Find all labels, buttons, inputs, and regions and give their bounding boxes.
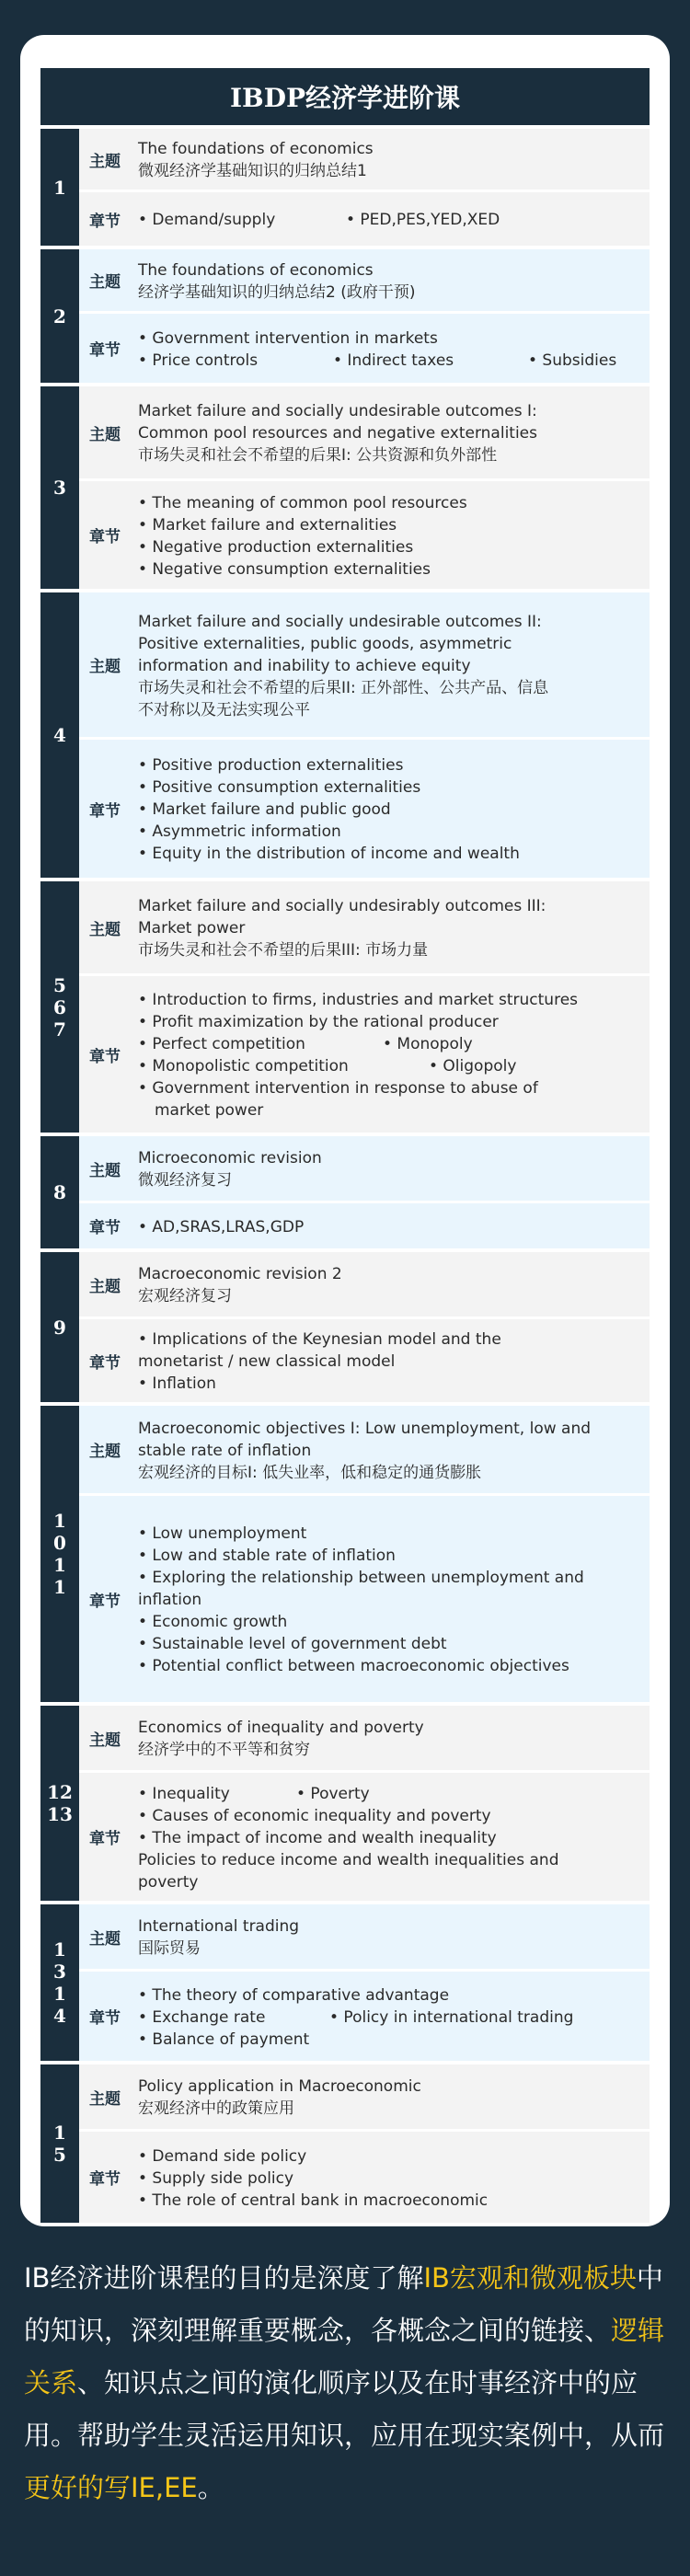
chapter-content bbox=[131, 192, 650, 246]
topic-line: 国际贸易 bbox=[138, 1939, 201, 1958]
chapter-item: • Oligopoly bbox=[429, 1057, 517, 1075]
chapter-label: 章节 bbox=[79, 1496, 131, 1702]
chapter-item: • Balance of payment bbox=[138, 2030, 310, 2049]
topic-line: 宏观经济复习 bbox=[138, 1287, 232, 1305]
topic-content bbox=[131, 386, 650, 478]
description-highlight: 更好的写IE,EE bbox=[24, 2472, 198, 2503]
session-8 bbox=[40, 1136, 650, 1248]
topic-line: stable rate of inflation bbox=[138, 1441, 312, 1460]
topic-line: Economics of inequality and poverty bbox=[138, 1719, 424, 1737]
topic-line: 微观经济学基础知识的归纳总结1 bbox=[138, 162, 367, 180]
session-number: 1 0 1 1 bbox=[40, 1406, 79, 1702]
topic-line: 市场失灵和社会不希望的后果III: 市场力量 bbox=[138, 941, 429, 960]
topic-line: The foundations of economics bbox=[138, 260, 374, 280]
chapter-item: • Exchange rate bbox=[138, 2007, 266, 2027]
topic-line: 微观经济复习 bbox=[138, 1171, 232, 1190]
topic-label: 主题 bbox=[79, 386, 131, 478]
topic-line: Market failure and socially undesirable outcomes II: bbox=[138, 612, 542, 631]
topic-row bbox=[79, 881, 650, 973]
chapter-item: • Indirect taxes bbox=[333, 351, 454, 370]
chapter-item: • Demand side policy bbox=[138, 2146, 307, 2166]
session-number: 8 bbox=[40, 1136, 79, 1248]
session-number: 1 5 bbox=[40, 2064, 79, 2223]
session-12-13 bbox=[40, 1706, 650, 1901]
session-10-11 bbox=[40, 1406, 650, 1702]
chapter-item: • Policy in international trading bbox=[329, 2007, 574, 2027]
topic-line: Macroeconomic objectives I: Low unemployment, low and bbox=[138, 1419, 592, 1438]
chapter-row bbox=[79, 192, 650, 246]
chapter-item: • The role of central bank in macroeconomic bbox=[138, 2191, 489, 2210]
chapter-item: Policies to reduce income and wealth inequalities and bbox=[138, 1850, 559, 1869]
chapter-label: 章节 bbox=[79, 1773, 131, 1901]
topic-label: 主题 bbox=[79, 2064, 131, 2129]
chapter-item: • Introduction to firms, industries and market structures bbox=[138, 991, 579, 1009]
topic-line: Market power bbox=[138, 919, 246, 937]
chapter-item: • Sustainable level of government debt bbox=[138, 1635, 447, 1653]
chapter-row bbox=[79, 1773, 650, 1901]
topic-content bbox=[131, 2064, 650, 2129]
topic-row bbox=[79, 1406, 650, 1493]
description-text: 中的知识，深刻理解重要概念，各概念之间的链接、 bbox=[24, 2262, 663, 2346]
course-description bbox=[24, 2252, 668, 2514]
topic-content bbox=[131, 881, 650, 973]
topic-line: International trading bbox=[138, 1917, 300, 1936]
topic-line: 宏观经济的目标I: 低失业率，低和稳定的通货膨胀 bbox=[138, 1463, 482, 1482]
chapter-item: • Implications of the Keynesian model and the bbox=[138, 1330, 501, 1349]
chapter-row bbox=[79, 481, 650, 589]
topic-row bbox=[79, 386, 650, 478]
topic-label: 主题 bbox=[79, 249, 131, 311]
chapter-row bbox=[79, 740, 650, 878]
topic-line: 不对称以及无法实现公平 bbox=[138, 700, 310, 719]
session-number: 3 bbox=[40, 386, 79, 589]
chapter-content bbox=[131, 314, 650, 383]
table-title: IBDP经济学进阶课 bbox=[40, 68, 650, 125]
chapter-content bbox=[131, 1972, 650, 2061]
chapter-row bbox=[79, 2132, 650, 2223]
topic-content bbox=[131, 592, 650, 737]
session-number: 1 bbox=[40, 129, 79, 246]
chapter-item: • Equity in the distribution of income and wealth bbox=[138, 845, 520, 863]
topic-label: 主题 bbox=[79, 1406, 131, 1493]
chapter-item: • PED,PES,YED,XED bbox=[346, 211, 500, 229]
chapter-row bbox=[79, 1972, 650, 2061]
topic-label: 主题 bbox=[79, 1706, 131, 1770]
topic-row bbox=[79, 1252, 650, 1317]
topic-label: 主题 bbox=[79, 129, 131, 190]
topic-line: 宏观经济中的政策应用 bbox=[138, 2099, 294, 2118]
chapter-item: • Exploring the relationship between unemployment and bbox=[138, 1569, 584, 1587]
description-text: IB经济进阶课程的目的是深度了解 bbox=[24, 2262, 424, 2294]
description-text: 、知识点之间的演化顺序以及在时事经济中的应用。帮助学生灵活运用知识，应用在现实案例中，从而 bbox=[24, 2367, 665, 2451]
topic-line: Market failure and socially undesirably outcomes III: bbox=[138, 897, 546, 915]
session-2 bbox=[40, 249, 650, 383]
chapter-item: • Perfect competition bbox=[138, 1035, 305, 1053]
chapter-row bbox=[79, 1203, 650, 1248]
chapter-content bbox=[131, 976, 650, 1133]
chapter-item: • Low unemployment bbox=[138, 1524, 307, 1543]
topic-label: 主题 bbox=[79, 1136, 131, 1201]
chapter-item: • Price controls bbox=[138, 351, 259, 370]
topic-line: 市场失灵和社会不希望的后果II: 正外部性、公共产品、信息 bbox=[138, 678, 549, 697]
chapter-row bbox=[79, 1496, 650, 1702]
description-highlight: 逻辑关系 bbox=[24, 2315, 665, 2398]
chapter-item: • Inequality bbox=[138, 1784, 230, 1803]
topic-row bbox=[79, 2064, 650, 2129]
chapter-item: • AD,SRAS,LRAS,GDP bbox=[138, 1217, 305, 1236]
chapter-label: 章节 bbox=[79, 314, 131, 383]
session-3 bbox=[40, 386, 650, 589]
chapter-item: • The theory of comparative advantage bbox=[138, 1985, 450, 2005]
session-4 bbox=[40, 592, 650, 878]
session-number: 5 6 7 bbox=[40, 881, 79, 1133]
topic-row bbox=[79, 129, 650, 190]
chapter-item: • Supply side policy bbox=[138, 2168, 294, 2188]
chapter-item: • Causes of economic inequality and poverty bbox=[138, 1806, 491, 1825]
chapter-content bbox=[131, 2132, 650, 2223]
session-1 bbox=[40, 129, 650, 246]
session-number: 9 bbox=[40, 1252, 79, 1402]
topic-content bbox=[131, 1706, 650, 1770]
description-highlight: IB宏观和微观板块 bbox=[423, 2262, 637, 2294]
topic-line: Market failure and socially undesirable outcomes I: bbox=[138, 402, 537, 420]
chapter-label: 章节 bbox=[79, 1972, 131, 2061]
session-number: 1 3 1 4 bbox=[40, 1904, 79, 2061]
chapter-label: 章节 bbox=[79, 740, 131, 878]
topic-line: Positive externalities, public goods, asymmetric bbox=[138, 634, 512, 653]
topic-row bbox=[79, 1904, 650, 1969]
chapter-label: 章节 bbox=[79, 192, 131, 246]
chapter-content bbox=[131, 740, 650, 878]
topic-line: information and inability to achieve equity bbox=[138, 656, 471, 675]
chapter-item: inflation bbox=[138, 1591, 202, 1609]
chapter-item: • Positive production externalities bbox=[138, 756, 404, 775]
topic-content bbox=[131, 1136, 650, 1201]
topic-content bbox=[131, 1252, 650, 1317]
chapter-item: • Negative production externalities bbox=[138, 537, 414, 557]
chapter-item: • Monopoly bbox=[383, 1035, 473, 1053]
topic-content bbox=[131, 1904, 650, 1969]
session-number: 12 13 bbox=[40, 1706, 79, 1901]
chapter-item: • Negative consumption externalities bbox=[138, 559, 431, 579]
topic-label: 主题 bbox=[79, 1252, 131, 1317]
session-number: 4 bbox=[40, 592, 79, 878]
chapter-content bbox=[131, 1496, 650, 1702]
session-number: 2 bbox=[40, 249, 79, 383]
topic-line: The foundations of economics bbox=[138, 140, 374, 158]
topic-line: 经济学中的不平等和贫穷 bbox=[138, 1741, 310, 1759]
topic-label: 主题 bbox=[79, 1904, 131, 1969]
chapter-item: • Government intervention in markets bbox=[138, 328, 438, 348]
description-text: 。 bbox=[197, 2472, 224, 2503]
topic-line: Policy application in Macroeconomic bbox=[138, 2077, 421, 2096]
chapter-item: • Inflation bbox=[138, 1374, 216, 1393]
chapter-content bbox=[131, 1773, 650, 1901]
session-15 bbox=[40, 2064, 650, 2223]
chapter-content bbox=[131, 1319, 650, 1402]
session-13-14 bbox=[40, 1904, 650, 2061]
topic-label: 主题 bbox=[79, 881, 131, 973]
chapter-item: • Demand/supply bbox=[138, 211, 276, 229]
course-table bbox=[40, 68, 650, 2223]
topic-row bbox=[79, 1706, 650, 1770]
course-card bbox=[20, 35, 670, 2226]
chapter-item: • Economic growth bbox=[138, 1613, 288, 1631]
topic-row bbox=[79, 249, 650, 311]
chapter-item: • Poverty bbox=[296, 1784, 370, 1803]
session-9 bbox=[40, 1252, 650, 1402]
chapter-row bbox=[79, 1319, 650, 1402]
chapter-item: • Monopolistic competition bbox=[138, 1057, 349, 1075]
topic-content bbox=[131, 1406, 650, 1493]
chapter-label: 章节 bbox=[79, 976, 131, 1133]
chapter-item: • Asymmetric information bbox=[138, 822, 341, 841]
chapter-item: • The meaning of common pool resources bbox=[138, 493, 467, 512]
chapter-item: • The impact of income and wealth inequality bbox=[138, 1828, 497, 1847]
chapter-content bbox=[131, 481, 650, 589]
chapter-content bbox=[131, 1203, 650, 1248]
chapter-item: • Potential conflict between macroeconomic objectives bbox=[138, 1657, 569, 1675]
chapter-label: 章节 bbox=[79, 481, 131, 589]
topic-line: 经济学基础知识的归纳总结2 (政府干预) bbox=[138, 282, 416, 302]
topic-line: 市场失灵和社会不希望的后果I: 公共资源和负外部性 bbox=[138, 446, 498, 465]
chapter-label: 章节 bbox=[79, 1319, 131, 1402]
chapter-item: • Government intervention in response to abuse of bbox=[138, 1079, 538, 1098]
chapter-item: • Low and stable rate of inflation bbox=[138, 1547, 396, 1565]
chapter-row bbox=[79, 314, 650, 383]
chapter-row bbox=[79, 976, 650, 1133]
topic-content bbox=[131, 249, 650, 311]
topic-line: Microeconomic revision bbox=[138, 1149, 322, 1167]
chapter-item: • Subsidies bbox=[528, 351, 617, 370]
chapter-item: • Market failure and externalities bbox=[138, 515, 397, 535]
session-5-6-7 bbox=[40, 881, 650, 1133]
chapter-item: monetarist / new classical model bbox=[138, 1352, 396, 1371]
topic-label: 主题 bbox=[79, 592, 131, 737]
chapter-item: poverty bbox=[138, 1872, 199, 1892]
topic-content bbox=[131, 129, 650, 190]
chapter-item: • Positive consumption externalities bbox=[138, 778, 421, 797]
topic-row bbox=[79, 1136, 650, 1201]
topic-line: Common pool resources and negative externalities bbox=[138, 424, 537, 443]
chapter-label: 章节 bbox=[79, 1203, 131, 1248]
chapter-item: • Profit maximization by the rational producer bbox=[138, 1013, 499, 1031]
chapter-label: 章节 bbox=[79, 2132, 131, 2223]
chapter-item: market power bbox=[155, 1101, 264, 1120]
chapter-item: • Market failure and public good bbox=[138, 800, 391, 819]
topic-row bbox=[79, 592, 650, 737]
topic-line: Macroeconomic revision 2 bbox=[138, 1265, 342, 1283]
